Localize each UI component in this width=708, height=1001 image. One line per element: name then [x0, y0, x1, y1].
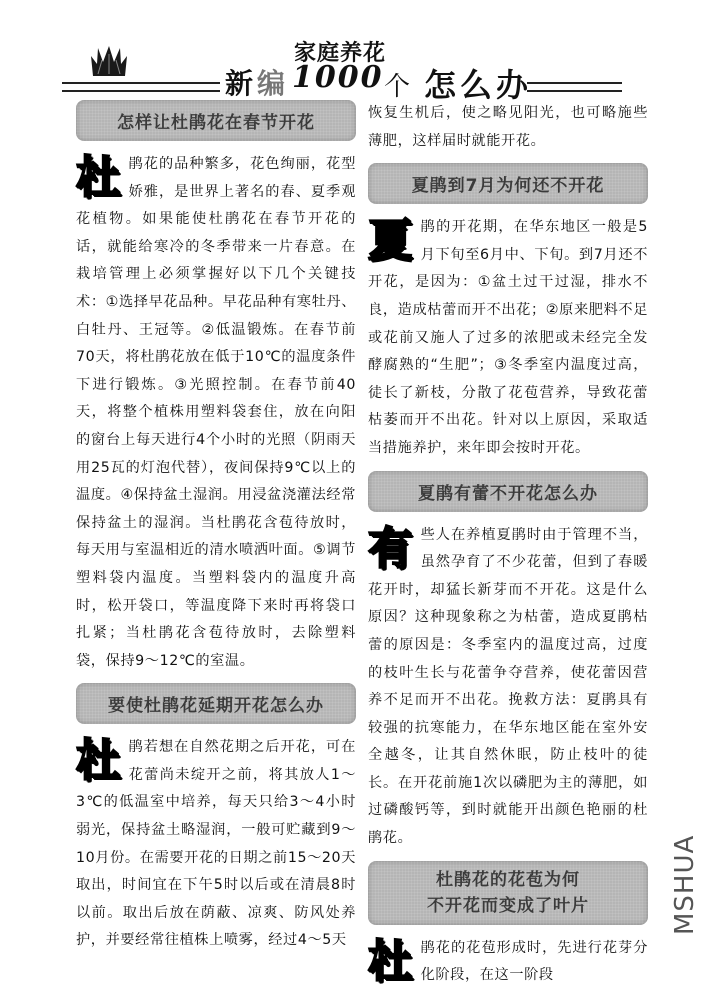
article-paragraph: [368, 935, 648, 990]
masthead-rule-left: [62, 82, 220, 92]
section-title: 夏鹃到7月为何还不开花: [368, 163, 648, 204]
lotus-flower-icon: [90, 46, 128, 80]
article-body: 鹃若想在自然花期之后开花，可在花蕾尚未绽开之前，将其放人1～3℃的低温室中培养，每天只给3～4小时弱光，保持盆土略湿润，一般可贮藏到9～10月份。在需要开花的日期之前15～20天取出，时间宜在下午5时以后或在清晨8时以前。取出后放在荫蔽、凉爽、防风处养护，并要经常往植株上喷雾，经过4～5天: [76, 739, 356, 949]
article-paragraph: [368, 522, 648, 853]
masthead-ge: 个: [384, 72, 411, 102]
watermark: MSHUA: [670, 834, 700, 935]
section-title: 怎样让杜鹃花在春节开花: [76, 100, 356, 141]
article-paragraph: [76, 734, 356, 955]
continued-paragraph: 恢复生机后，使之略见阳光，也可略施些薄肥，这样届时就能开花。: [368, 105, 648, 149]
section-title: 夏鹃有蕾不开花怎么办: [368, 471, 648, 512]
drop-cap: 杜: [76, 152, 121, 203]
article-body: 鹃花的花苞形成时，先进行花芽分化阶段，在这一阶段: [420, 939, 648, 984]
masthead-subtitle: 家庭养花: [294, 40, 387, 66]
masthead-xin: 新: [225, 67, 253, 100]
article-paragraph: [368, 214, 648, 462]
masthead-how: 怎么办: [424, 66, 533, 104]
drop-cap: 杜: [76, 735, 121, 787]
drop-cap: 有: [368, 522, 413, 574]
article-body: 些人在养植夏鹃时由于管理不当，虽然孕育了不少花蕾，但到了春暖花开时，却猛长新芽而不开花。这是什么原因？这种现象称之为枯蕾，造成夏鹃枯蕾的原因是：冬季室内的温度过高，过度的枝叶生长与花蕾争夺营养，使花蕾因营养不足而开不出花。挽救方法：夏鹃具有较强的抗寒能力，在华东地区能在室外安全越冬，让其自然休眠，防止枝叶的徒长。在开花前施1次以磷肥为主的薄肥，如过磷酸钙等，到时就能开出颜色艳丽的杜鹃花。: [368, 526, 648, 847]
article-body: 鹃的开花期，在华东地区一般是5月下旬至6月中、下旬。到7月还不开花，是因为：①盆土过干过湿，排水不良，造成枯蕾而开不出花；②原来肥料不足或花前又施人了过多的浓肥或未经完全发酵腐熟的“生肥”；③冬季室内温度过高，徒长了新枝，分散了花苞营养，导致花蕾枯萎而开不出花。针对以上原因，采取适当措施养护，来年即会按时开花。: [368, 219, 648, 456]
section-title: 要使杜鹃花延期开花怎么办: [76, 683, 356, 724]
masthead-number: 1000: [292, 60, 384, 95]
section-title-line2: 不开花而变成了叶片: [427, 895, 589, 916]
section-title: [368, 861, 648, 925]
masthead: [62, 40, 622, 104]
left-column: [76, 100, 356, 963]
masthead-rule-right: [527, 82, 622, 92]
section-title-line1: 杜鹃花的花苞为何: [436, 869, 580, 890]
article-paragraph: [76, 151, 356, 675]
right-column: [368, 100, 648, 998]
drop-cap: 杜: [368, 935, 413, 987]
drop-cap: 夏: [368, 215, 413, 267]
masthead-bian: 编: [257, 67, 286, 100]
article-body: 鹃花的品种繁多，花色绚丽，花型娇雅，是世界上著名的春、夏季观花植物。如果能使杜鹃花在春节开花的话，就能给寒冷的冬季带来一片春意。在栽培管理上必须掌握好以下几个关键技术：①选择早花品种。早花品种有寒牡丹、白牡丹、王冠等。②低温锻炼。在春节前70天，将杜鹃花放在低于10℃的温度条件下进行锻炼。③光照控制。在春节前40天，将整个植株用塑料袋套住，放在向阳的窗台上每天进行4个小时的光照（阴雨天用25瓦的灯泡代替），夜间保持9℃以上的温度。④保持盆土湿润。用浸盆浇灌法经常保持盆土的湿润。当杜鹃花含苞待放时，每天用与室温相近的清水喷洒叶面。⑤调节塑料袋内温度。当塑料袋内的温度升高时，松开袋口，等温度降下来时再将袋口扎紧；当杜鹃花含苞待放时，去除塑料袋，保持9～12℃的室温。: [76, 156, 356, 669]
